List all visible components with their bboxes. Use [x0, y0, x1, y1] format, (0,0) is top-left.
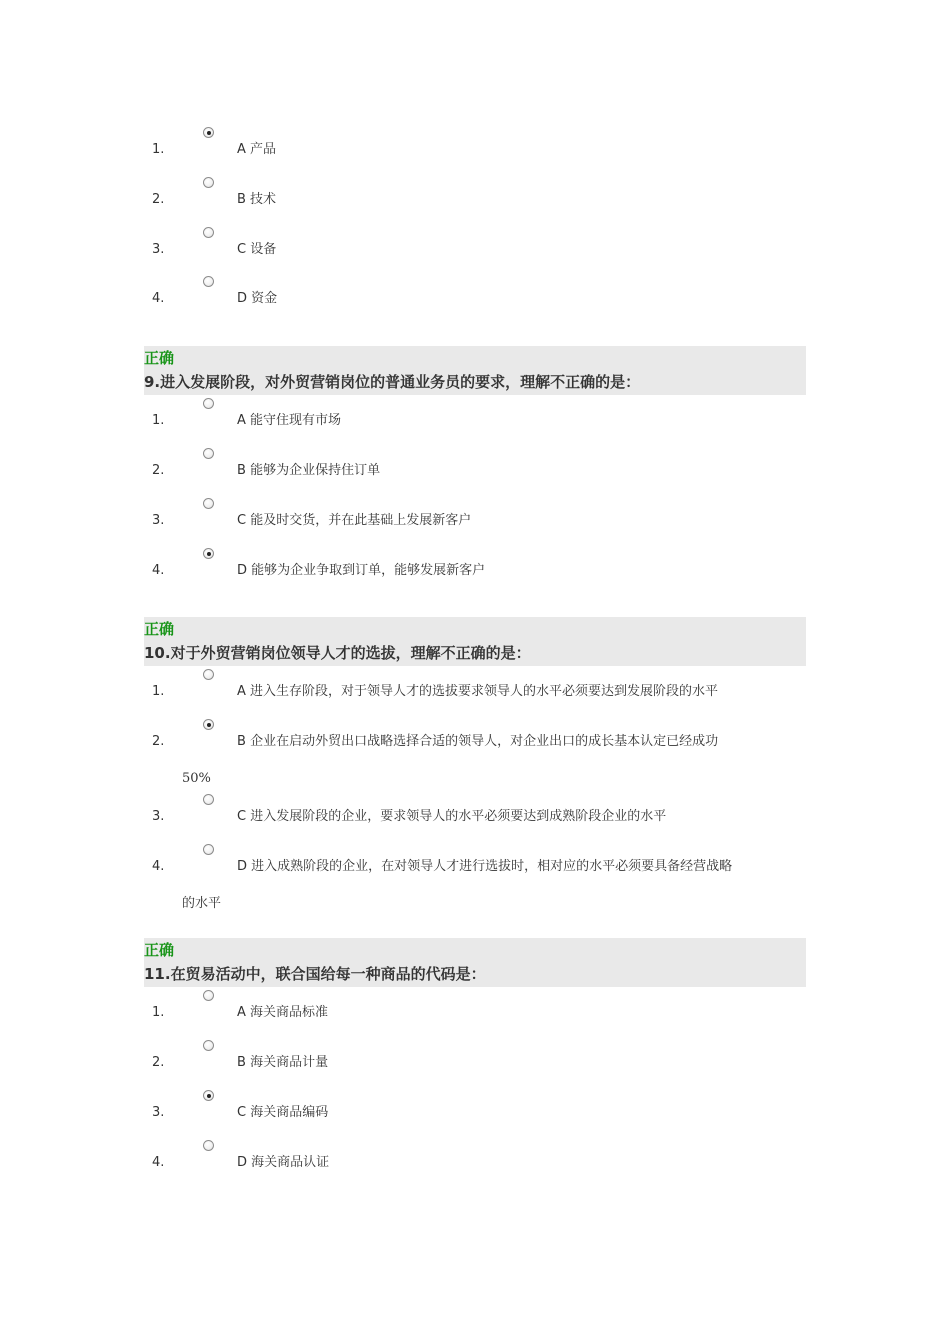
- option-label: B 能够为企业保持住订单: [237, 463, 381, 478]
- radio-selected-icon[interactable]: [203, 548, 214, 559]
- q8-option-c[interactable]: [0, 242, 950, 282]
- option-number: 3.: [152, 809, 165, 824]
- option-label-continuation: 的水平: [182, 896, 222, 911]
- q9-option-a[interactable]: [0, 413, 950, 453]
- option-number: 2.: [152, 1055, 165, 1070]
- option-number: 4.: [152, 291, 165, 306]
- radio-selected-icon[interactable]: [203, 1090, 214, 1101]
- option-number: 1.: [152, 413, 165, 428]
- question-title: 9.进入发展阶段，对外贸营销岗位的普通业务员的要求，理解不正确的是：: [144, 373, 641, 391]
- option-label: D 能够为企业争取到订单，能够发展新客户: [237, 563, 486, 578]
- radio-unselected-icon[interactable]: [203, 177, 214, 188]
- option-label: B 技术: [237, 192, 277, 207]
- radio-unselected-icon[interactable]: [203, 398, 214, 409]
- option-label: A 产品: [237, 142, 277, 157]
- radio-unselected-icon[interactable]: [203, 844, 214, 855]
- radio-selected-icon[interactable]: [203, 719, 214, 730]
- option-label-continuation: 50%: [182, 771, 211, 786]
- option-number: 1.: [152, 1005, 165, 1020]
- q9-option-c[interactable]: [0, 513, 950, 553]
- q11-option-c[interactable]: [0, 1105, 950, 1145]
- radio-unselected-icon[interactable]: [203, 669, 214, 680]
- q11-option-d[interactable]: [0, 1155, 950, 1195]
- option-label: B 海关商品计量: [237, 1055, 329, 1070]
- option-number: 4.: [152, 859, 165, 874]
- option-label: C 海关商品编码: [237, 1105, 329, 1120]
- radio-unselected-icon[interactable]: [203, 1040, 214, 1051]
- q8-option-b[interactable]: [0, 192, 950, 232]
- option-number: 1.: [152, 142, 165, 157]
- option-label: C 进入发展阶段的企业，要求领导人的水平必须要达到成熟阶段企业的水平: [237, 809, 667, 824]
- option-label: D 海关商品认证: [237, 1155, 330, 1170]
- option-label: B 企业在启动外贸出口战略选择合适的领导人，对企业出口的成长基本认定已经成功: [237, 734, 719, 749]
- radio-selected-icon[interactable]: [203, 127, 214, 138]
- q9-option-b[interactable]: [0, 463, 950, 503]
- question-11-header: [144, 938, 806, 987]
- option-number: 1.: [152, 684, 165, 699]
- radio-unselected-icon[interactable]: [203, 227, 214, 238]
- result-status: 正确: [144, 349, 175, 367]
- result-status: 正确: [144, 620, 175, 638]
- radio-unselected-icon[interactable]: [203, 990, 214, 1001]
- option-number: 2.: [152, 463, 165, 478]
- question-title: 11.在贸易活动中，联合国给每一种商品的代码是：: [144, 965, 486, 983]
- q11-option-b[interactable]: [0, 1055, 950, 1095]
- radio-unselected-icon[interactable]: [203, 498, 214, 509]
- q10-option-d[interactable]: [0, 859, 950, 899]
- radio-unselected-icon[interactable]: [203, 448, 214, 459]
- radio-unselected-icon[interactable]: [203, 1140, 214, 1151]
- option-number: 3.: [152, 1105, 165, 1120]
- q8-option-d[interactable]: [0, 291, 950, 331]
- option-number: 4.: [152, 563, 165, 578]
- option-label: A 能守住现有市场: [237, 413, 342, 428]
- q9-option-d[interactable]: [0, 563, 950, 603]
- q10-option-c[interactable]: [0, 809, 950, 849]
- radio-unselected-icon[interactable]: [203, 276, 214, 287]
- radio-unselected-icon[interactable]: [203, 794, 214, 805]
- option-label: C 设备: [237, 242, 277, 257]
- question-10-header: [144, 617, 806, 666]
- option-number: 2.: [152, 192, 165, 207]
- question-title: 10.对于外贸营销岗位领导人才的选拔，理解不正确的是：: [144, 644, 531, 662]
- result-status: 正确: [144, 941, 175, 959]
- option-number: 4.: [152, 1155, 165, 1170]
- q10-option-b[interactable]: [0, 734, 950, 774]
- option-label: A 海关商品标准: [237, 1005, 329, 1020]
- q8-option-a[interactable]: [0, 142, 950, 182]
- option-label: D 进入成熟阶段的企业，在对领导人才进行选拔时，相对应的水平必须要具备经营战略: [237, 859, 733, 874]
- question-9-header: [144, 346, 806, 395]
- option-label: A 进入生存阶段，对于领导人才的选拔要求领导人的水平必须要达到发展阶段的水平: [237, 684, 719, 699]
- option-number: 2.: [152, 734, 165, 749]
- q11-option-a[interactable]: [0, 1005, 950, 1045]
- option-label: C 能及时交货，并在此基础上发展新客户: [237, 513, 472, 528]
- q10-option-a[interactable]: [0, 684, 950, 724]
- option-label: D 资金: [237, 291, 278, 306]
- option-number: 3.: [152, 513, 165, 528]
- option-number: 3.: [152, 242, 165, 257]
